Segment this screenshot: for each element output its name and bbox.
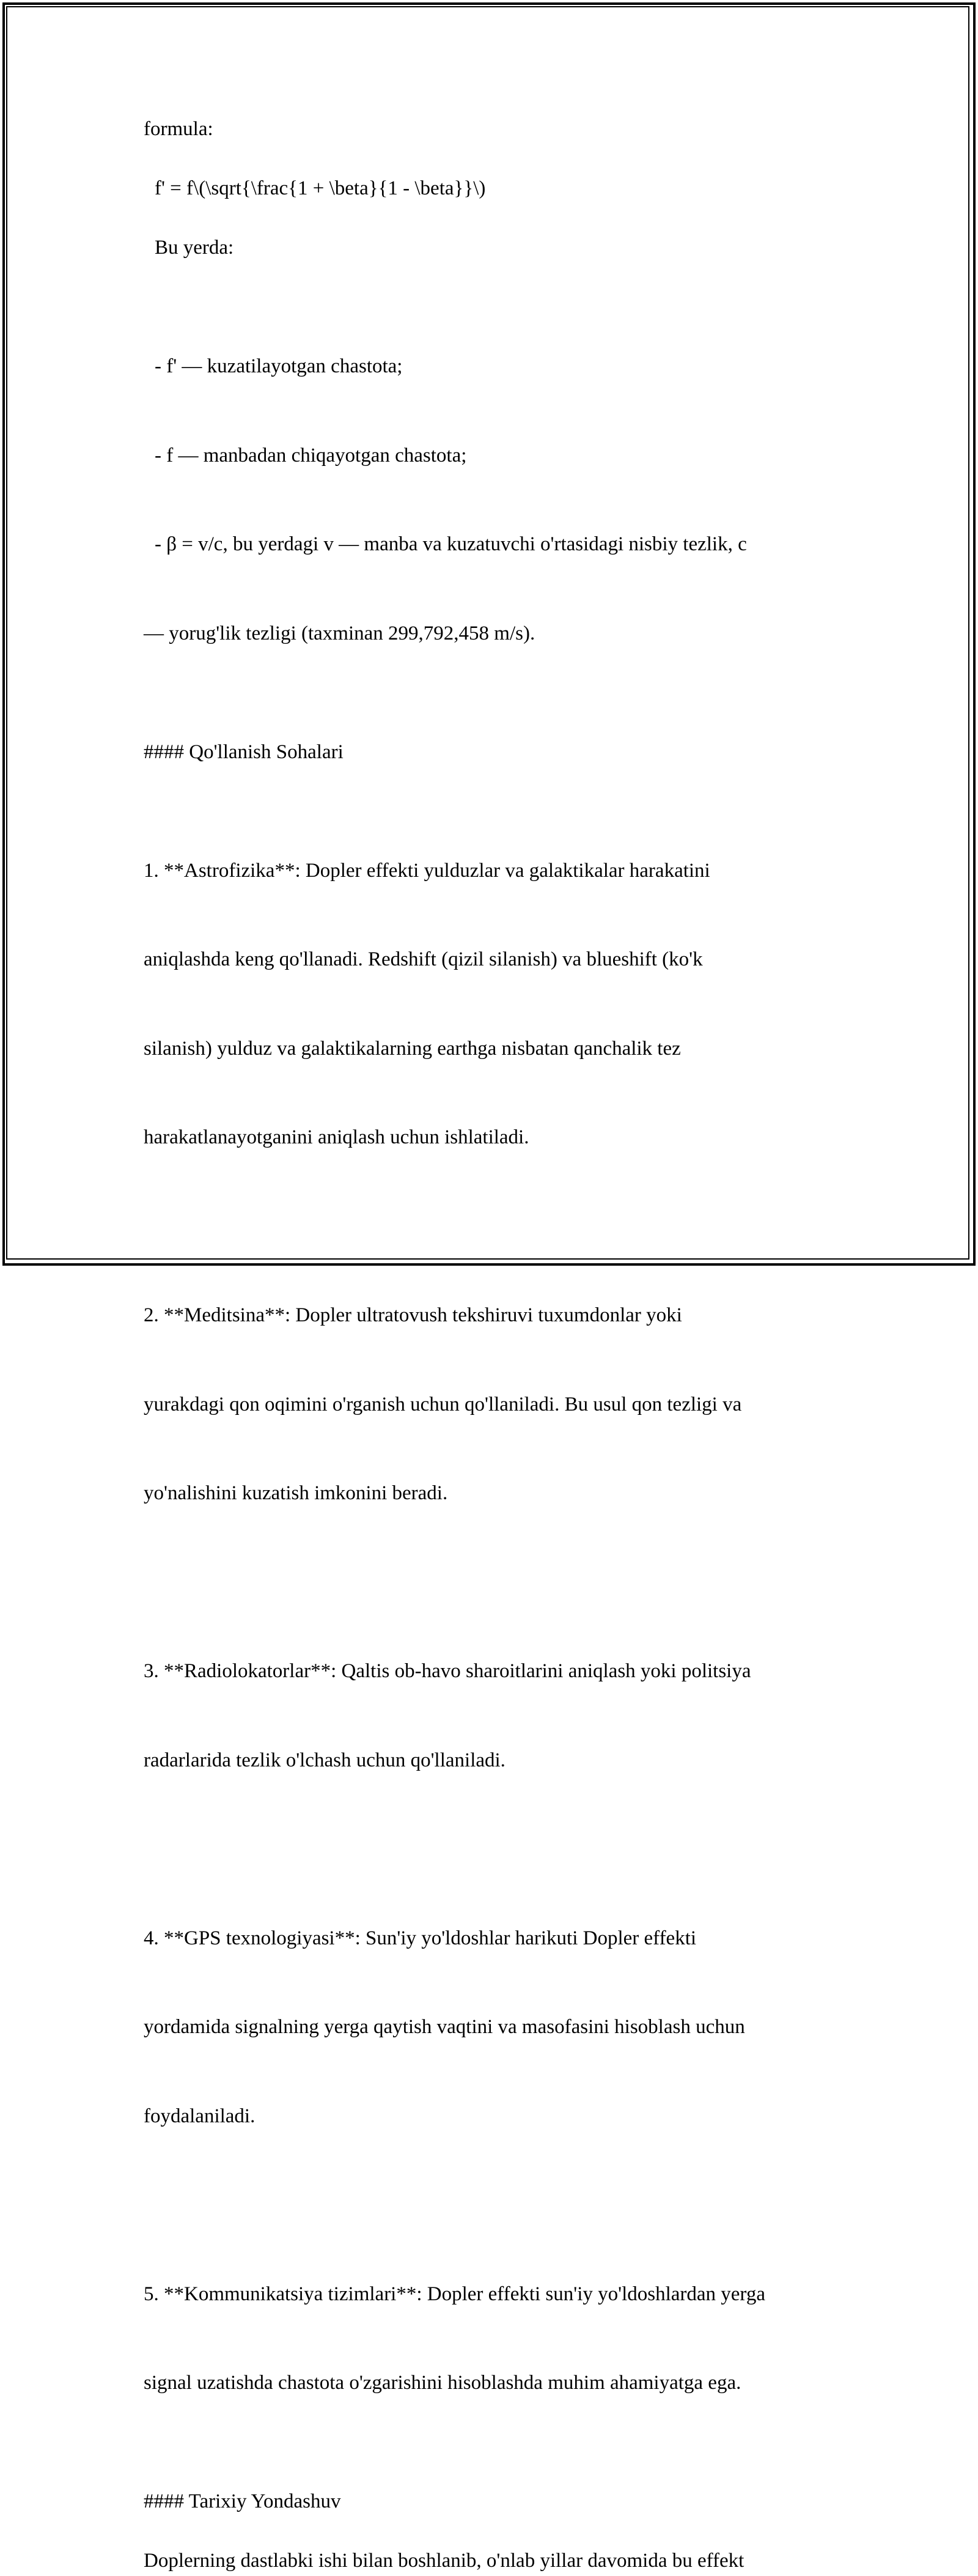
application-line: 2. **Meditsina**: Dopler ultratovush tekshiruvi tuxumdonlar yoki (144, 1304, 682, 1326)
application-line: 3. **Radiolokatorlar**: Qaltis ob-havo sharoitlarini aniqlash yoki politsiya (144, 1660, 751, 1682)
application-item (144, 797, 853, 1212)
formula-text: f' = f\(\sqrt{\frac{1 + \beta}{1 - \beta}}\) (155, 177, 486, 199)
history-paragraph: Doplerning dastlabki ishi bilan boshlanib, o'nlab yillar davomida bu effekt (144, 2550, 745, 2572)
heading-applications: #### Qo'llanish Sohalari (144, 740, 344, 763)
formula-label: formula: (144, 118, 213, 140)
application-line: radarlarida tezlik o'lchash uchun qo'llaniladi. (144, 1749, 506, 1771)
application-line: harakatlanayotganini aniqlash uchun ishlatiladi. (144, 1126, 529, 1148)
application-item (144, 1241, 853, 1568)
application-line: aniqlashda keng qo'llanadi. Redshift (qizil silanish) va blueshift (ko'k (144, 948, 703, 970)
application-line: signal uzatishda chastota o'zgarishini hisoblashda muhim ahamiyatga ega. (144, 2372, 741, 2394)
definition-item: - f' — kuzatilayotgan chastota; (155, 355, 403, 377)
application-line: yurakdagi qon oqimini o'rganish uchun qo'llaniladi. Bu usul qon tezligi va (144, 1393, 742, 1415)
definitions-list (144, 292, 853, 707)
application-line: yo'nalishini kuzatish imkonini beradi. (144, 1482, 448, 1504)
application-line: 1. **Astrofizika**: Dopler effekti yulduzlar va galaktikalar harakatini (144, 859, 710, 882)
application-line: silanish) yulduz va galaktikalarning earthga nisbatan qanchalik tez (144, 1037, 681, 1060)
application-item (144, 2220, 853, 2457)
heading-history: #### Tarixiy Yondashuv (144, 2490, 341, 2512)
application-line: 4. **GPS texnologiyasi**: Sun'iy yo'ldoshlar harikuti Dopler effekti (144, 1927, 697, 1949)
where-label: Bu yerda: (155, 237, 234, 259)
application-item (144, 1864, 853, 2191)
definition-item: - β = v/c, bu yerdagi v — manba va kuzatuvchi o'rtasidagi nisbiy tezlik, c (155, 533, 747, 555)
application-line: foydalaniladi. (144, 2105, 256, 2127)
application-item (144, 1597, 853, 1834)
application-line: 5. **Kommunikatsiya tizimlari**: Dopler effekti sun'iy yo'ldoshlardan yerga (144, 2283, 765, 2305)
definition-item: - f — manbadan chiqayotgan chastota; (155, 444, 467, 467)
application-line: yordamida signalning yerga qaytish vaqtini va masofasini hisoblash uchun (144, 2016, 745, 2038)
document-page (144, 114, 853, 2576)
definition-continuation: — yorug'lik tezligi (taxminan 299,792,458 m/s). (144, 622, 535, 644)
